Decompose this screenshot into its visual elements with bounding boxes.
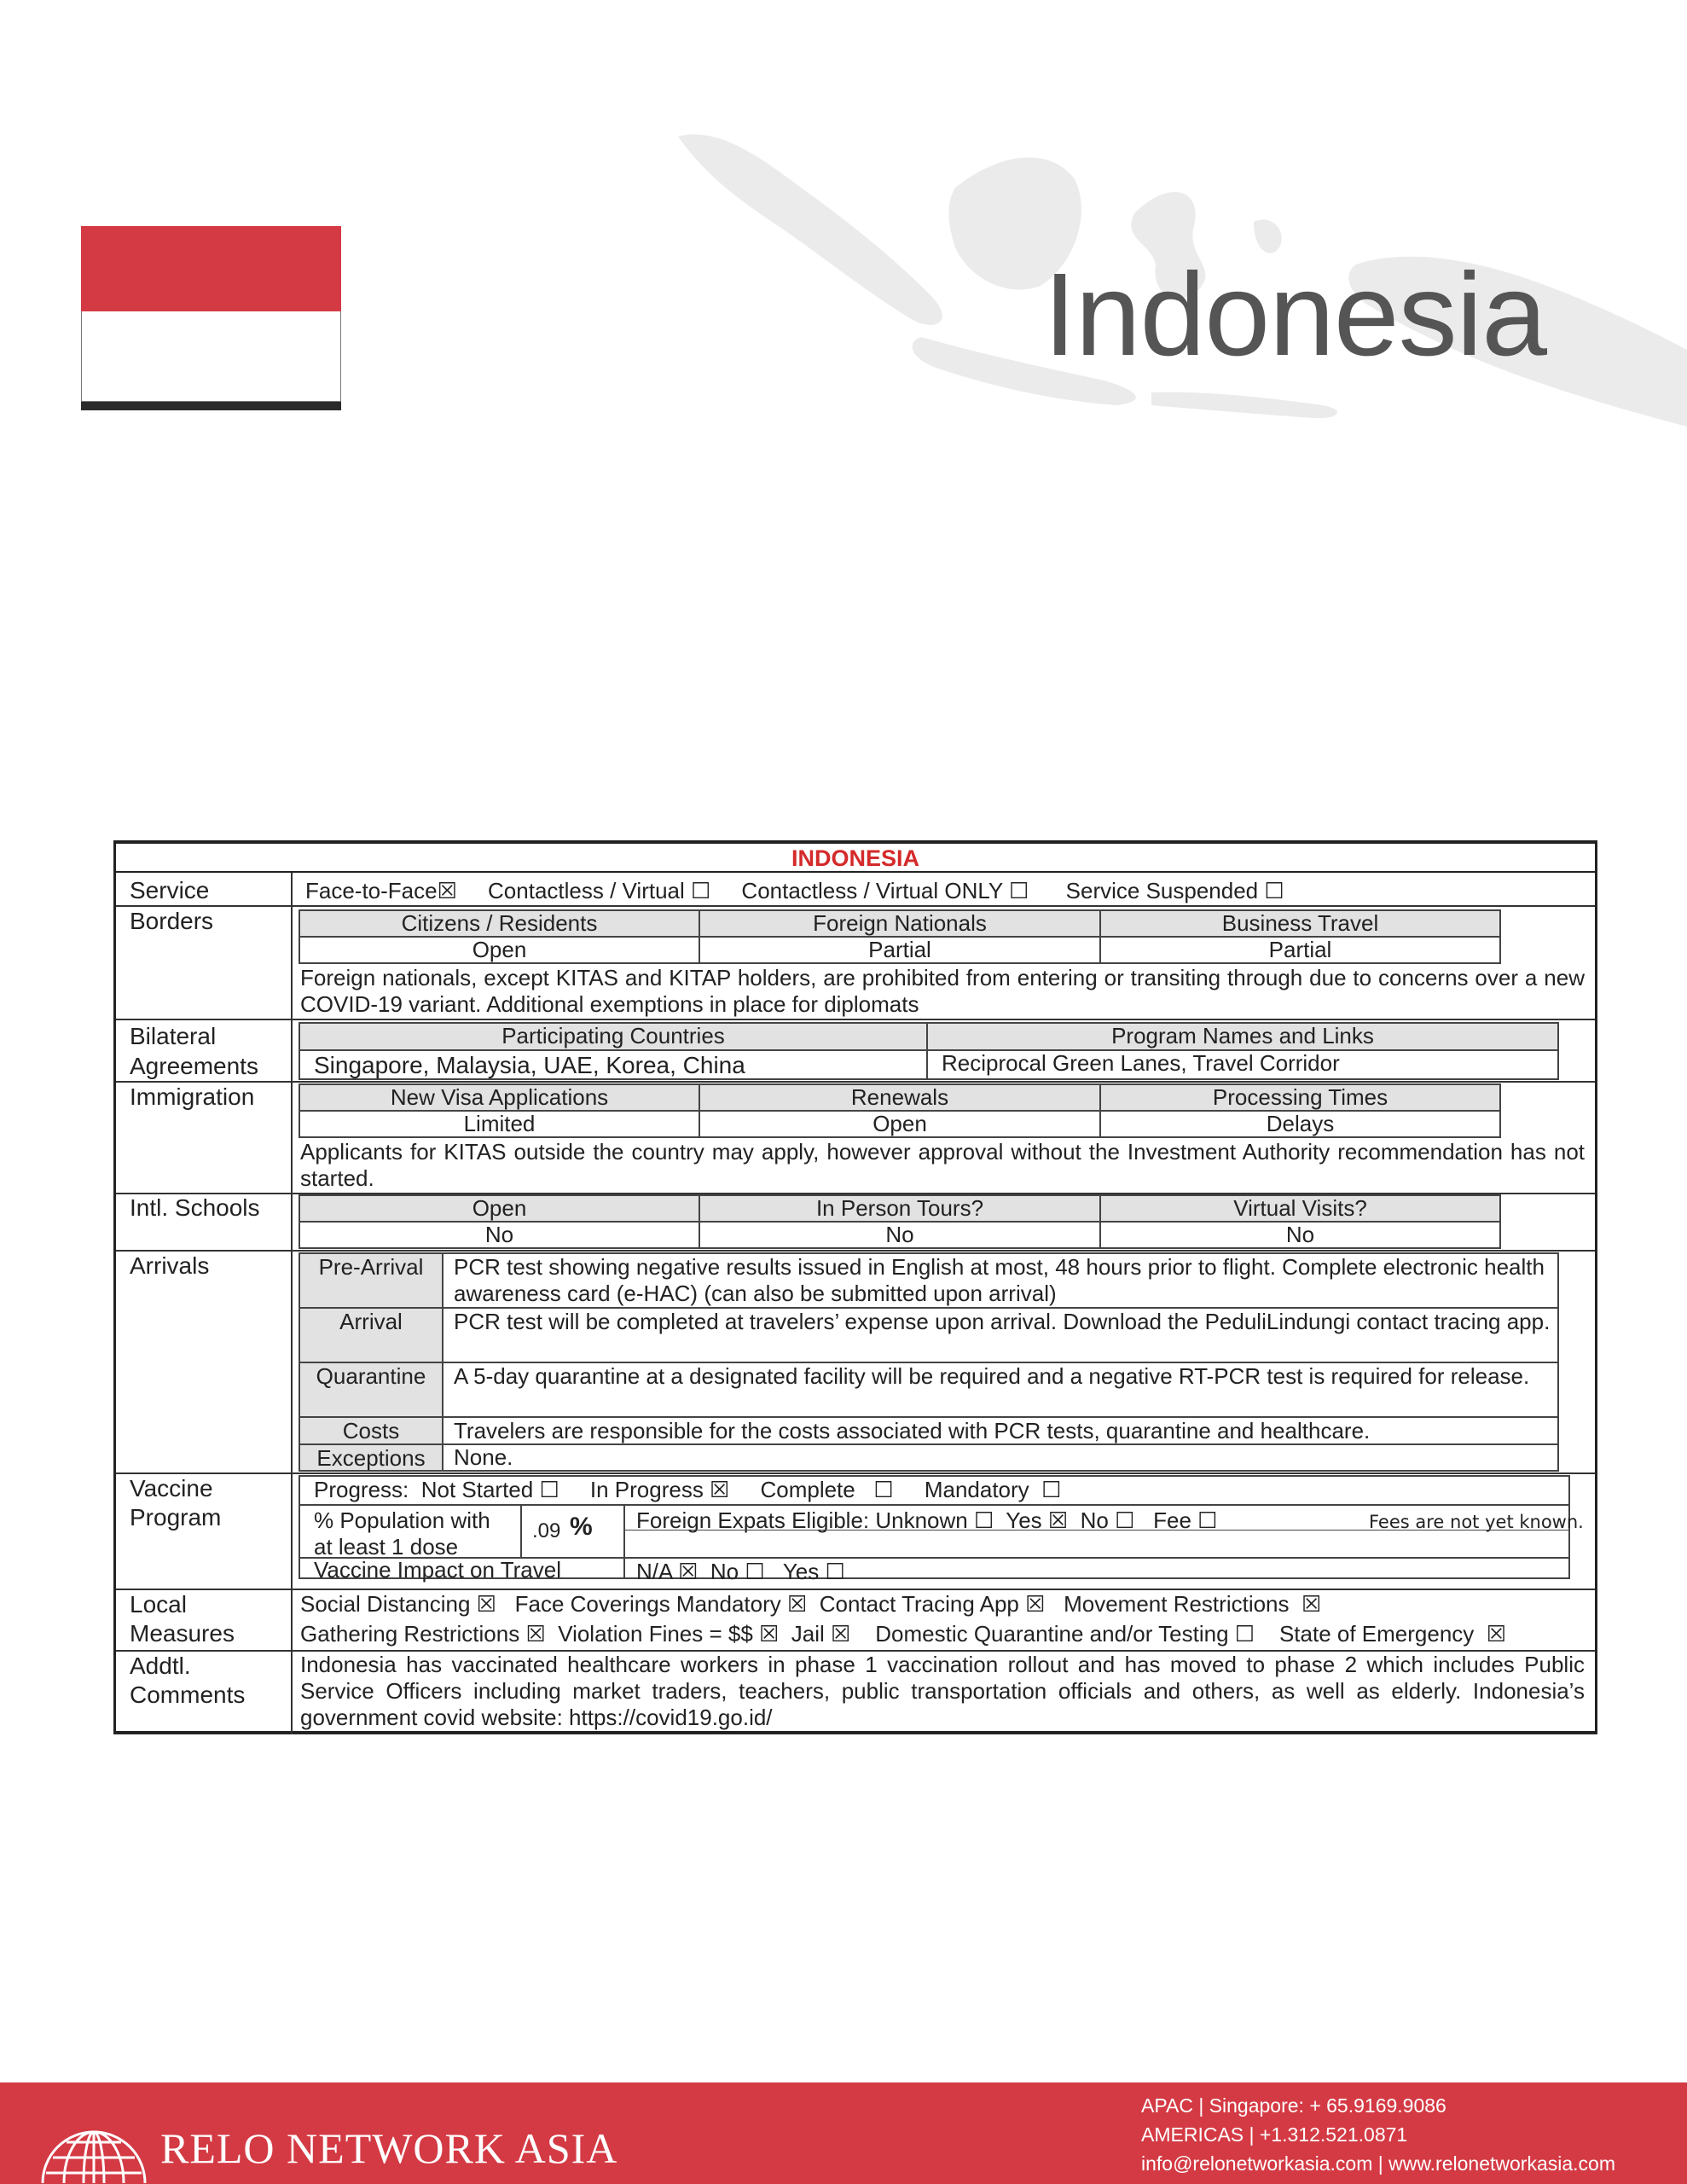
arrivals-grid [299,1252,1559,1472]
arrivals-row-text: Travelers are responsible for the costs associated with PCR tests, quarantine and healthcare. [454,1418,1371,1443]
schools-header: Virtual Visits? [1101,1196,1499,1223]
impact-label: Vaccine Impact on Travel [314,1557,561,1583]
schools-value: No [700,1223,1101,1247]
row-divider [116,1081,1595,1083]
globe-logo-icon [34,2091,154,2183]
borders-header: Business Travel [1101,911,1499,938]
vaccine-divider [623,1504,625,1577]
immigration-header: Renewals [700,1085,1101,1112]
population-label-2: at least 1 dose [314,1534,459,1560]
vaccine-label-2: Program [130,1504,222,1531]
footer-contact [1141,2091,1615,2178]
population-value: .09 [532,1519,561,1542]
flag-white-stripe [81,311,341,402]
bilateral-header: Program Names and Links [928,1024,1557,1051]
local-measures-line-1: Social Distancing ☒ Face Coverings Mandatory ☒ Contact Tracing App ☒ Movement Restrictions ☒ [300,1591,1322,1617]
arrivals-row-head: Exceptions [300,1445,443,1470]
schools-value: No [1285,1222,1315,1247]
vaccine-grid [299,1475,1584,1584]
vaccine-divider [300,1504,1568,1506]
schools-header: Open [300,1196,700,1223]
immigration-value: Delays [1266,1111,1335,1136]
population-unit: % [570,1513,593,1541]
arrivals-row-head: Costs [300,1418,443,1443]
vaccine-divider [520,1504,522,1557]
row-divider [116,905,1595,907]
flag-shadow [81,402,341,410]
comments-label-1: Addtl. [130,1653,191,1679]
borders-header: Citizens / Residents [300,911,700,938]
row-divider [116,1250,1595,1252]
contact-web[interactable]: info@relonetworkasia.com | www.relonetworkasia.com [1141,2152,1615,2175]
local-label-2: Measures [130,1620,235,1647]
vaccine-divider [623,1530,1568,1531]
bilateral-programs: Reciprocal Green Lanes, Travel Corridor [942,1050,1340,1076]
arrivals-row-text: None. [454,1444,513,1470]
immigration-value: Open [700,1112,1101,1136]
service-label: Service [130,877,210,903]
bilateral-header: Participating Countries [300,1024,928,1051]
service-options: Face-to-Face☒ Contactless / Virtual ☐ Contactless / Virtual ONLY ☐ Service Suspended ☐ [305,878,1284,903]
comments-text: Indonesia has vaccinated healthcare workers in phase 1 vaccination rollout and has moved to phase 2 which includes Public Service Officers including market traders, teachers, public transportation officials and others, as well as elderly. Indonesia’s government covid website: https://covid19.go.id/ [300,1652,1585,1730]
vaccine-progress: Progress: Not Started ☐ In Progress ☒ Complete ☐ Mandatory ☐ [314,1477,1062,1502]
row-divider [116,1472,1595,1474]
arrivals-row-text: PCR test will be completed at travelers’ expense upon arrival. Download the PeduliLindungi contact tracing app. [454,1309,1551,1334]
brand-name: RELO NETWORK ASIA [160,2124,618,2172]
immigration-value: Limited [300,1112,700,1136]
bilateral-countries: Singapore, Malaysia, UAE, Korea, China [300,1051,928,1078]
impact-value: N/A ☒ No ☐ Yes ☐ [636,1559,845,1584]
comments-label-2: Comments [130,1682,246,1708]
borders-value: Partial [1268,937,1332,962]
contact-apac: APAC | Singapore: + 65.9169.9086 [1141,2094,1446,2117]
borders-value: Open [300,938,700,962]
borders-note: Foreign nationals, except KITAS and KITAP holders, are prohibited from entering or transiting through due to concerns over a new COVID-19 variant. Additional exemptions in place for diplomats [300,965,1585,1017]
fee-note: Fees are not yet known. [1369,1512,1584,1532]
contact-americas: AMERICAS | +1.312.521.0871 [1141,2123,1408,2146]
schools-grid [299,1194,1501,1249]
arrivals-label: Arrivals [130,1252,210,1279]
local-measures-line-2: Gathering Restrictions ☒ Violation Fines = $$ ☒ Jail ☒ Domestic Quarantine and/or Testing ☐ State of Emergency ☒ [300,1621,1507,1647]
population-label-1: % Population with [314,1507,490,1533]
arrivals-row-text: A 5-day quarantine at a designated facility will be required and a negative RT-PCR test is required for release. [454,1363,1530,1389]
row-divider [116,1589,1595,1590]
immigration-grid [299,1083,1501,1138]
borders-value: Partial [700,938,1101,962]
schools-label: Intl. Schools [130,1194,260,1221]
immigration-label: Immigration [130,1083,255,1110]
borders-label: Borders [130,908,214,934]
country-summary-table [113,840,1597,1734]
immigration-header: Processing Times [1101,1085,1499,1112]
arrivals-row-head: Pre-Arrival [300,1254,443,1307]
label-column-divider [291,873,293,1734]
arrivals-row-head: Quarantine [300,1363,443,1416]
page-title: Indonesia [1043,249,1546,380]
arrivals-row-head: Arrival [300,1309,443,1362]
footer-bar [0,2082,1687,2184]
row-divider [116,1019,1595,1020]
arrivals-row-text: PCR test showing negative results issued in English at most, 48 hours prior to flight. Complete electronic health awareness card (e-HAC) (can also be submitted upon arrival) [454,1254,1545,1306]
vaccine-label-1: Vaccine [130,1475,213,1502]
flag-red-stripe [81,226,341,311]
borders-grid [299,909,1501,964]
bilateral-label-1: Bilateral [130,1023,217,1049]
schools-header: In Person Tours? [700,1196,1101,1223]
immigration-header: New Visa Applications [300,1085,700,1112]
local-label-1: Local [130,1591,187,1618]
indonesia-flag-icon [81,226,341,410]
expats-eligible: Foreign Expats Eligible: Unknown ☐ Yes ☒ No ☐ Fee ☐ [636,1507,1218,1533]
borders-header: Foreign Nationals [700,911,1101,938]
table-title: INDONESIA [116,844,1595,873]
schools-value: No [300,1223,700,1247]
immigration-note: Applicants for KITAS outside the country may apply, however approval without the Investment Authority recommendation has not started. [300,1139,1585,1191]
bilateral-grid [299,1022,1559,1080]
bilateral-label-2: Agreements [130,1053,258,1079]
